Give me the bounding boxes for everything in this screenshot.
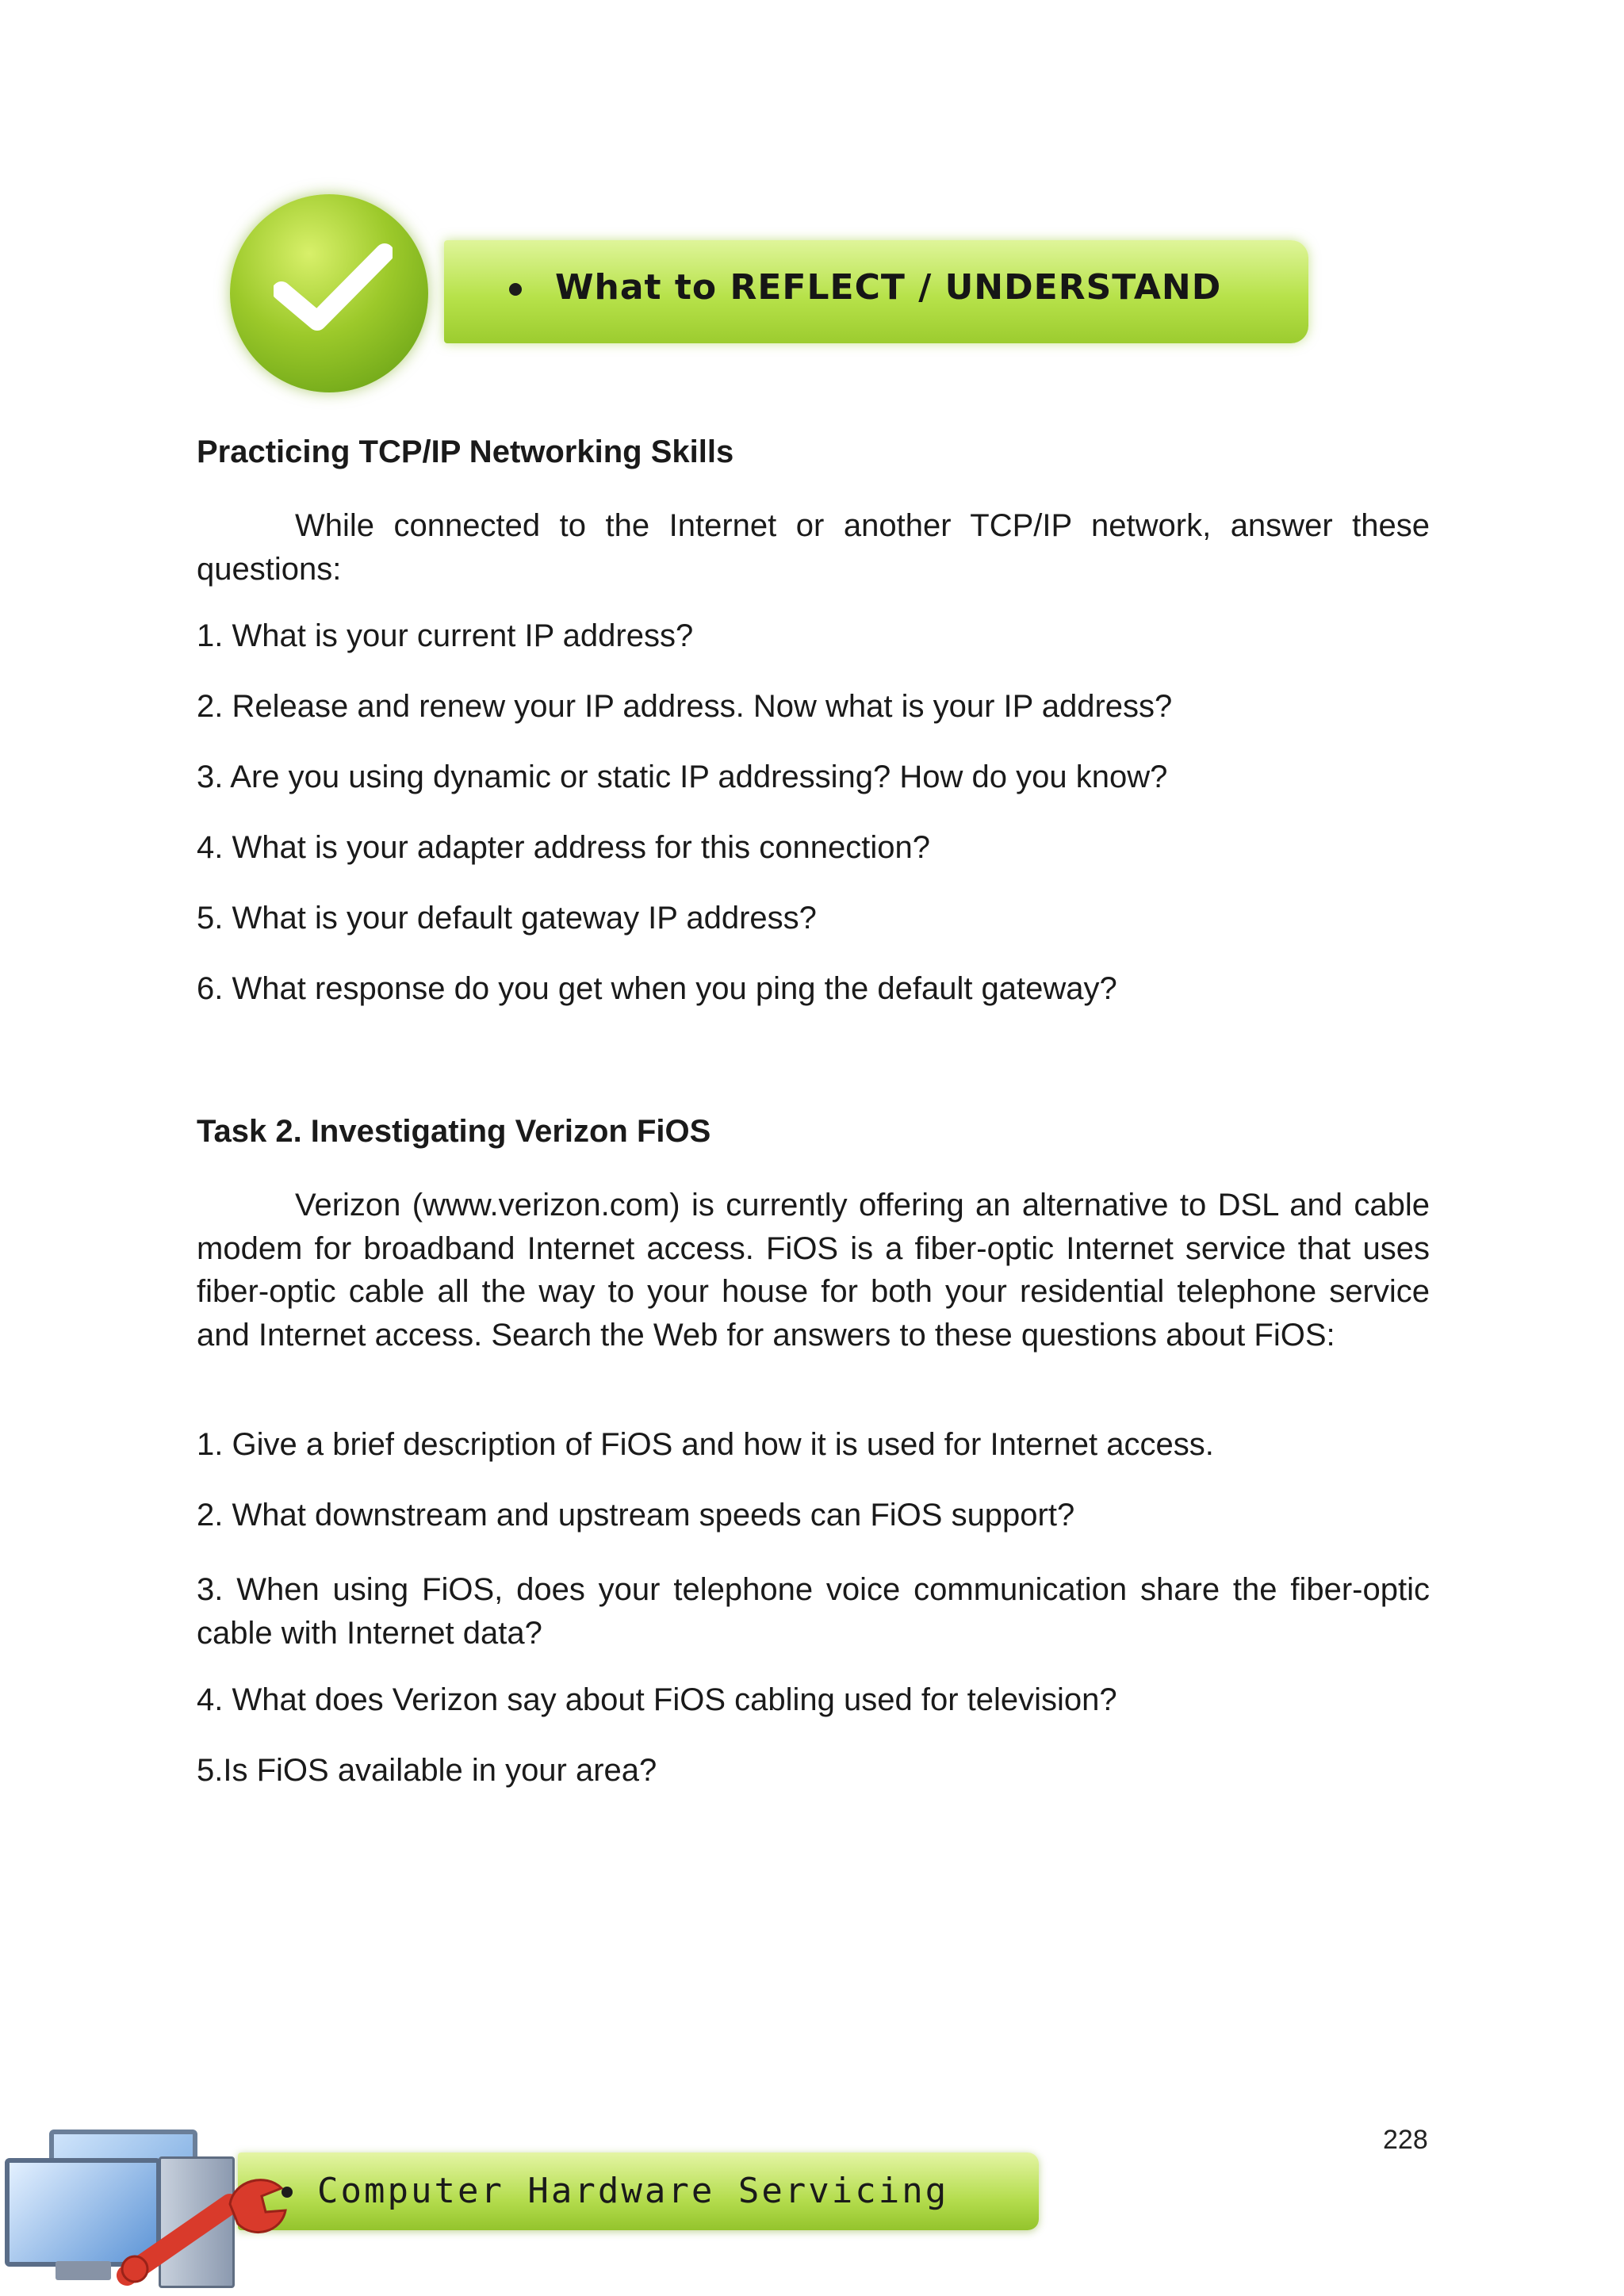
question-item: 1. What is your current IP address? xyxy=(197,618,694,653)
section-heading-tcpip: Practicing TCP/IP Networking Skills xyxy=(197,434,734,469)
monitor-stand xyxy=(56,2261,111,2280)
intro-text: Verizon (www.verizon.com) is currently offering an alternative to DSL and cable modem for broadband Internet access. FiOS is a fiber-optic Internet service that uses fiber-optic cable all the way to your house for both your residential telephone service and Internet access. Search the Web for answers to these questions about FiOS: xyxy=(197,1188,1430,1353)
question-item: 3. Are you using dynamic or static IP addressing? How do you know? xyxy=(197,760,1168,794)
bullet-icon xyxy=(282,2187,293,2198)
page-number: 228 xyxy=(1383,2125,1428,2155)
checkmark-icon xyxy=(230,194,428,392)
question-item: 4. What is your adapter address for this connection? xyxy=(197,830,930,865)
question-item: 5.Is FiOS available in your area? xyxy=(197,1753,657,1788)
section-intro-tcpip xyxy=(197,504,1430,591)
wrench-icon xyxy=(111,2172,301,2291)
question-item: 5. What is your default gateway IP address? xyxy=(197,901,817,936)
question-item: 3. When using FiOS, does your telephone voice communication share the fiber-optic cable with Internet data? xyxy=(197,1572,1430,1651)
section-heading-fios: Task 2. Investigating Verizon FiOS xyxy=(197,1114,711,1149)
bullet-icon xyxy=(509,283,522,296)
question-item: 6. What response do you get when you ping the default gateway? xyxy=(197,971,1117,1006)
question-item: 2. Release and renew your IP address. Now what is your IP address? xyxy=(197,689,1173,724)
section-intro-fios xyxy=(197,1184,1430,1357)
question-item: 4. What does Verizon say about FiOS cabling used for television? xyxy=(197,1682,1117,1717)
footer-title: Computer Hardware Servicing xyxy=(317,2171,949,2211)
question-item: 2. What downstream and upstream speeds can FiOS support? xyxy=(197,1498,1075,1533)
intro-text: While connected to the Internet or another TCP/IP network, answer these questions: xyxy=(197,508,1430,587)
section-banner xyxy=(230,194,1324,392)
banner-title: What to REFLECT / UNDERSTAND xyxy=(555,267,1222,308)
question-item: 1. Give a brief description of FiOS and how it is used for Internet access. xyxy=(197,1427,1214,1462)
footer-banner xyxy=(0,2125,1063,2296)
